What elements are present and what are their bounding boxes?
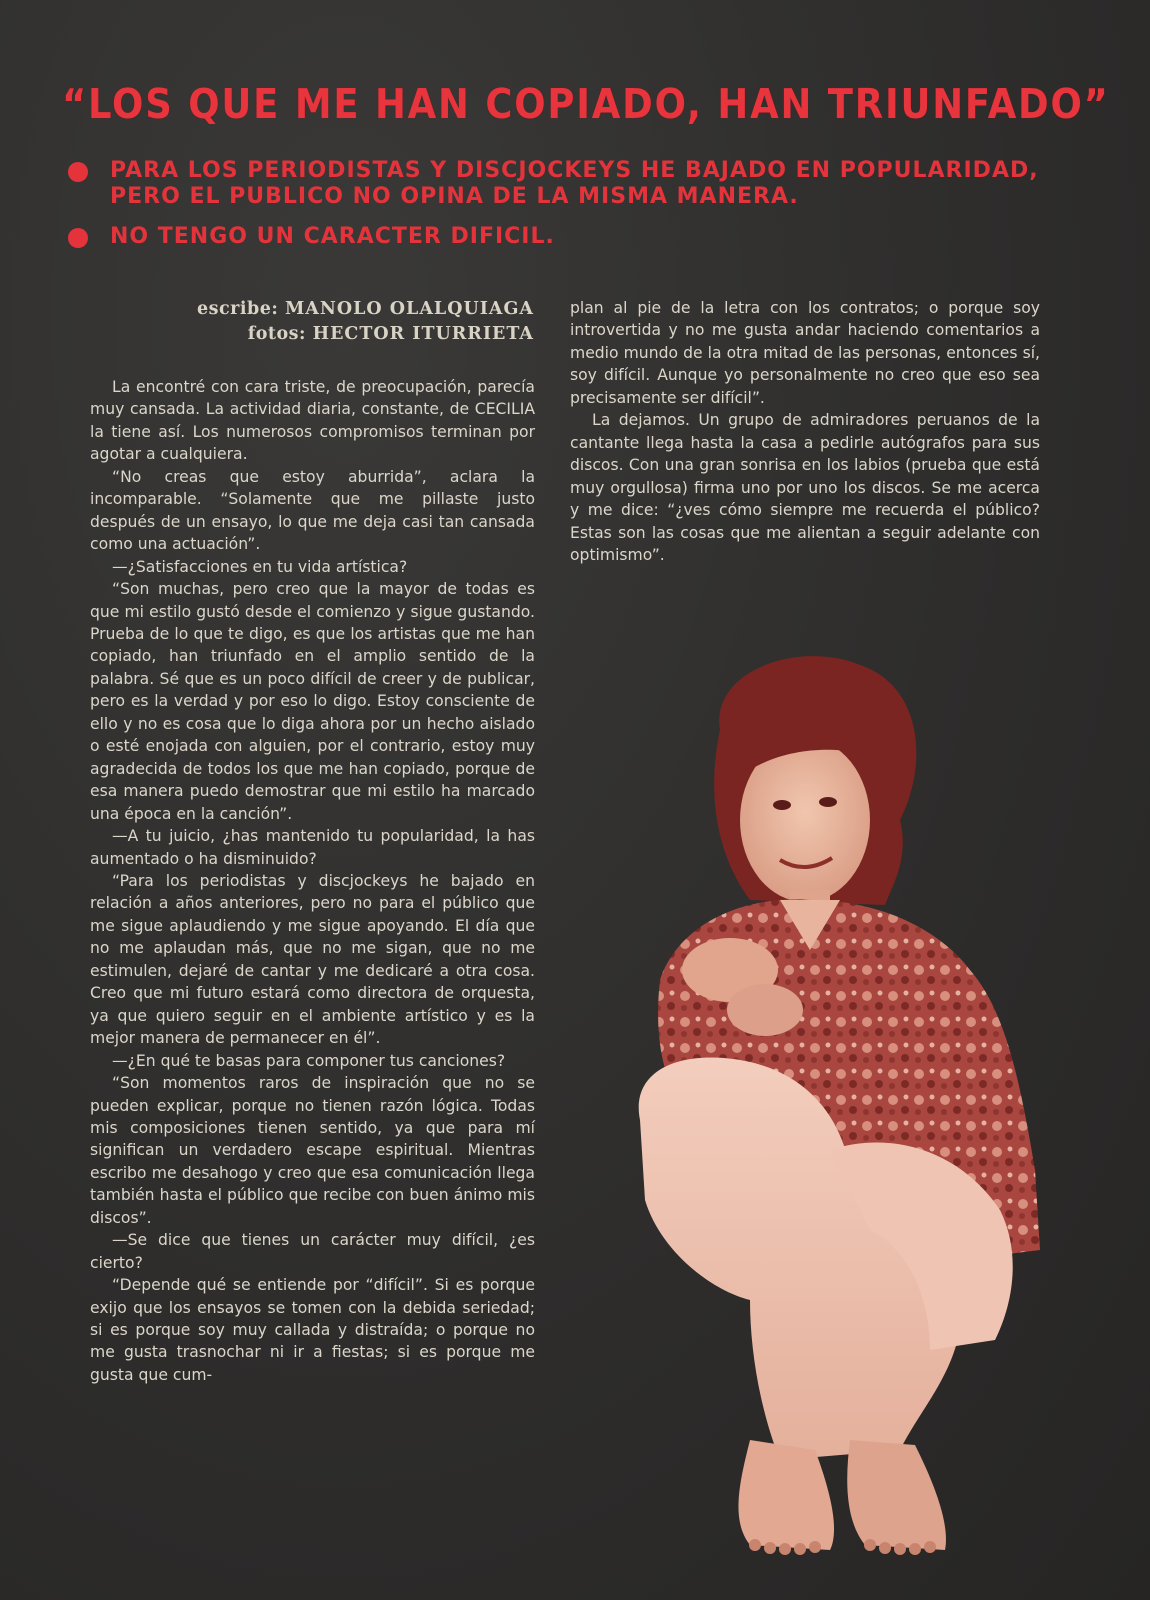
question: —¿En qué te basas para componer tus canciones? <box>112 1051 506 1070</box>
bullet-text: PARA LOS PERIODISTAS Y DISCJOCKEYS HE BAJADO EN POPULARIDAD, PERO EL PUBLICO NO OPINA DE LA MISMA MANERA. <box>110 158 1039 209</box>
singer-photo-illustration <box>600 650 1090 1560</box>
bullet-list <box>68 158 1068 264</box>
paragraph: plan al pie de la letra con los contratos; o porque soy introvertida y no me gusta andar haciendo comentarios a medio mundo de la otra mitad de las personas, entonces sí, soy difícil. Aunque yo personalmente no creo que eso sea precisamente ser difícil”. <box>570 299 1040 407</box>
paragraph: La dejamos. Un grupo de admiradores peruanos de la cantante llega hasta la casa a pedirle autógrafos para sus discos. Con una gran sonrisa en los labios (prueba que está muy orgullosa) firma uno por uno los discos. Se me acerca y me dice: “¿ves cómo siempre me recuerda el público? Estas son las cosas que me alientan a seguir adelante con optimismo”. <box>570 411 1040 564</box>
paragraph: “No creas que estoy aburrida”, aclara la incomparable. “Solamente que me pillaste justo después de un ensayo, lo que me deja casi tan cansada como una actuación”. <box>90 467 535 554</box>
writer-label: escribe: <box>197 299 279 319</box>
photos-label: fotos: <box>247 324 306 344</box>
photographer-name: HECTOR ITURRIETA <box>312 324 534 344</box>
bullet-dot-icon <box>68 228 88 248</box>
paragraph: “Son muchas, pero creo que la mayor de todas es que mi estilo gustó desde el comienzo y sigue gustando. Prueba de lo que te digo, es que los artistas que me han copiado, han triunfado en el amplio sentido de la palabra. Sé que es un poco difícil de creer y de publicar, pero es la verdad y por eso lo digo. Estoy consciente de ello y no es cosa que lo diga ahora por un hecho aislado o esté enojada con alguien, por el contrario, estoy muy agradecida de todos los que me han copiado, porque de esa manera puedo demostrar que mi estilo ha marcado una época en la canción”. <box>90 580 535 823</box>
paragraph: “Son momentos raros de inspiración que no se pueden explicar, porque no tienen razón lógica. Todas mis composiciones tienen sentido, ya que para mí significan un verdadero escape espiritual. Mientras escribo me desahogo y creo que esa comunicación llega también hasta el público que recibe con buen ánimo mis discos”. <box>90 1074 535 1227</box>
singer-photo <box>600 650 1090 1560</box>
paragraph: “Para los periodistas y discjockeys he bajado en relación a años anteriores, pero no para el público que me sigue aplaudiendo y me sigue apoyando. El día que no me aplaudan más, que no me sigan, que no me estimulen, dejaré de cantar y me dedicaré a otra cosa. Creo que mi futuro estará como directora de orquesta, ya que quiero seguir en el ambiente artístico y es la mejor manera de permanecer en él”. <box>90 871 535 1048</box>
article-column-left <box>90 376 535 1386</box>
bullet-item <box>68 158 1068 210</box>
paragraph: La encontré con cara triste, de preocupación, parecía muy cansada. La actividad diaria, constante, de CECILIA la tiene así. Los numerosos compromisos terminan por agotar a cualquiera. <box>90 378 535 464</box>
question: —¿Satisfacciones en tu vida artística? <box>112 557 408 576</box>
writer-name: MANOLO OLALQUIAGA <box>284 299 534 319</box>
writer-credit <box>140 297 534 322</box>
question: —A tu juicio, ¿has mantenido tu popularidad, la has aumentado o ha disminuido? <box>90 827 535 868</box>
bullet-text: NO TENGO UN CARACTER DIFICIL. <box>110 224 555 249</box>
byline <box>140 297 534 347</box>
bullet-dot-icon <box>68 162 88 182</box>
bullet-item <box>68 224 1068 250</box>
question: —Se dice que tienes un carácter muy difícil, ¿es cierto? <box>90 1231 535 1272</box>
article-column-right <box>570 297 1040 566</box>
headline: “LOS QUE ME HAN COPIADO, HAN TRIUNFADO” <box>62 80 1110 128</box>
paragraph: “Depende qué se entiende por “difícil”. Si es porque exijo que los ensayos se tomen con la debida seriedad; si es porque soy muy callada y distraída; o porque no me gusta trasnochar ni ir a fiestas; si es porque me gusta que cum- <box>90 1276 535 1384</box>
photo-credit <box>140 322 534 347</box>
